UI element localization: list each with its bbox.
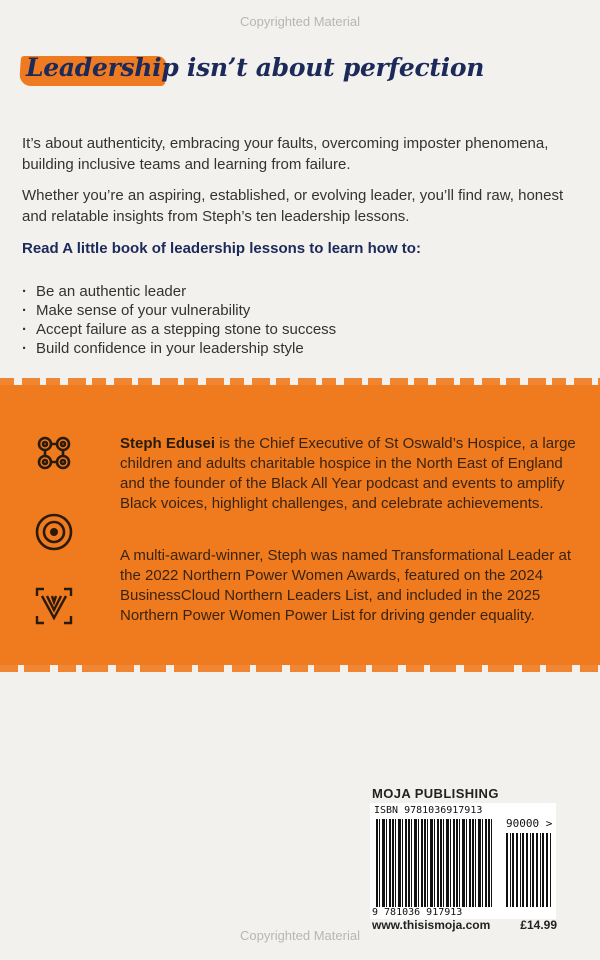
price-code: 90000 >	[506, 817, 553, 830]
isbn-barcode	[370, 803, 556, 919]
list-item: · Be an authentic leader	[22, 282, 336, 301]
isbn-digits: 9 781036 917913	[372, 907, 463, 918]
brush-edge-bottom	[0, 662, 600, 672]
book-price: £14.99	[520, 918, 557, 932]
author-awards-paragraph: A multi-award-winner, Steph was named Transformational Leader at the 2022 Northern Power Women Awards, featured on the 2024 BusinessCloud Northern Leaders List, and included in the 2025 Northern Power Women Power List for driving gender equality.	[120, 547, 572, 624]
isbn-label: ISBN 9781036917913	[374, 805, 483, 816]
call-to-action: Read A little book of leadership lessons to learn how to:	[22, 240, 421, 257]
lessons-list	[22, 282, 336, 358]
price-barcode-bars	[506, 833, 552, 907]
barcode-bars	[376, 819, 494, 907]
title-block	[20, 50, 580, 88]
intro-paragraph: It’s about authenticity, embracing your faults, overcoming imposter phenomena, building inclusive teams and learning from failure.	[22, 135, 549, 173]
list-item: · Build confidence in your leadership style	[22, 339, 336, 358]
publisher-website: www.thisismoja.com	[372, 918, 491, 932]
publisher-name: MOJA PUBLISHING	[372, 786, 499, 801]
book-headline: Leadership isn’t about perfection	[26, 53, 485, 82]
adinkra-knot-icon	[34, 433, 74, 473]
copyright-watermark-top: Copyrighted Material	[240, 14, 360, 29]
author-bio-paragraph	[120, 434, 585, 514]
author-name: Steph Edusei	[120, 435, 216, 452]
author-bio-text: is the Chief Executive of St Oswald’s Hospice, a large children and adults charitable hospice in the North East of England and the founder of the Black All Year podcast and events to amplify Black voices, highlight challenges, and celebrate achievements.	[120, 435, 576, 512]
chevron-crest-icon	[34, 586, 74, 626]
concentric-circle-icon	[34, 512, 74, 552]
list-item: · Accept failure as a stepping stone to success	[22, 320, 336, 339]
copyright-watermark-bottom: Copyrighted Material	[240, 928, 360, 943]
audience-paragraph: Whether you’re an aspiring, established, or evolving leader, you’ll find raw, honest and relatable insights from Steph’s ten leadership lessons.	[22, 187, 564, 225]
list-item: · Make sense of your vulnerability	[22, 301, 336, 320]
